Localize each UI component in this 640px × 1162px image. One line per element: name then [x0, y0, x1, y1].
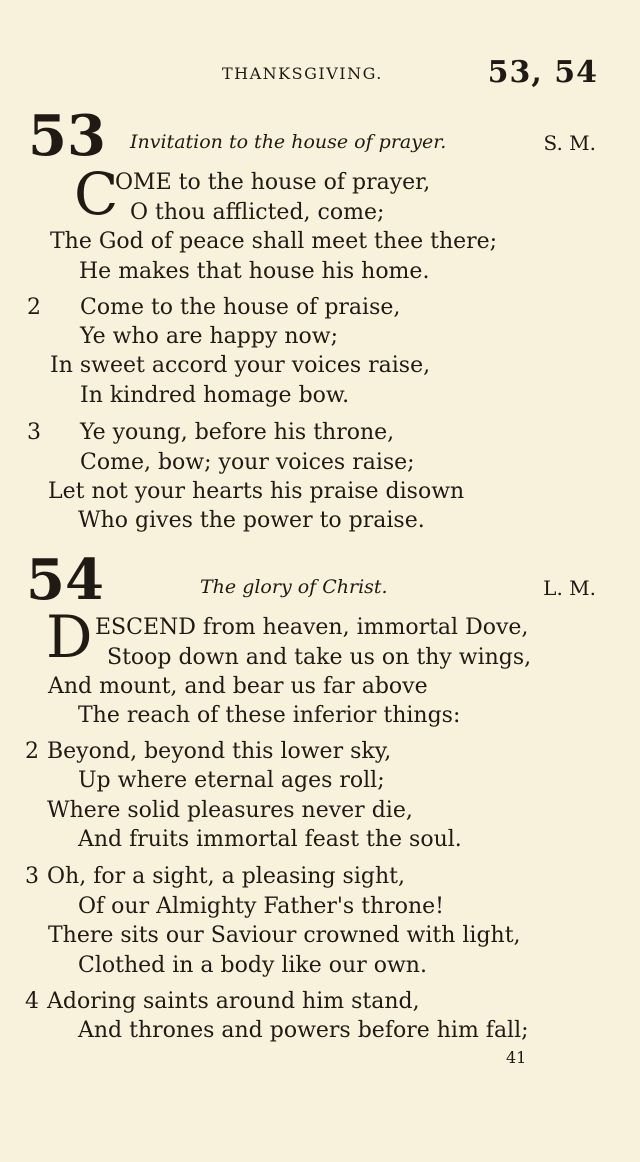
- verse-line: Who gives the power to praise.: [78, 508, 425, 533]
- verse-line: In kindred homage bow.: [80, 383, 350, 408]
- verse-line: Let not your hearts his praise disown: [48, 479, 465, 504]
- stanza-number: 2: [25, 739, 39, 764]
- verse-line: And thrones and powers before him fall;: [78, 1018, 529, 1043]
- verse-line: There sits our Saviour crowned with light,: [48, 923, 521, 948]
- hymn-meter: L. M.: [543, 576, 596, 600]
- hymn-meter: S. M.: [543, 131, 596, 155]
- verse-line: And fruits immortal feast the soul.: [78, 827, 462, 852]
- verse-line: Ye young, before his throne,: [80, 420, 395, 445]
- verse-line: Up where eternal ages roll;: [78, 768, 385, 793]
- running-title: THANKSGIVING.: [222, 64, 383, 83]
- verse-line: Of our Almighty Father's throne!: [78, 894, 444, 919]
- stanza-number: 4: [25, 989, 39, 1014]
- page-hymn-numbers: 53, 54: [487, 55, 598, 90]
- page-number: 41: [506, 1048, 527, 1067]
- verse-line: He makes that house his home.: [79, 259, 430, 284]
- drop-cap: D: [46, 603, 93, 671]
- drop-cap: C: [74, 160, 119, 228]
- hymn-number: 53: [28, 103, 106, 169]
- verse-line: The God of peace shall meet thee there;: [50, 229, 498, 254]
- hymn-subject: Invitation to the house of prayer.: [130, 131, 447, 153]
- verse-line: Oh, for a sight, a pleasing sight,: [47, 864, 405, 889]
- hymn-number: 54: [26, 547, 104, 613]
- verse-line: Where solid pleasures never die,: [47, 798, 413, 823]
- verse-line: Stoop down and take us on thy wings,: [107, 645, 532, 670]
- verse-line: Adoring saints around him stand,: [47, 989, 420, 1014]
- verse-line: And mount, and bear us far above: [48, 674, 428, 699]
- verse-line: Come, bow; your voices raise;: [80, 450, 415, 475]
- verse-line: Ye who are happy now;: [80, 324, 339, 349]
- verse-line: In sweet accord your voices raise,: [50, 353, 431, 378]
- verse-line: OME to the house of prayer,: [115, 170, 431, 195]
- stanza-number: 3: [27, 420, 41, 445]
- stanza-number: 2: [27, 295, 41, 320]
- verse-line: The reach of these inferior things:: [78, 703, 461, 728]
- hymn-subject: The glory of Christ.: [200, 576, 388, 598]
- verse-line: Beyond, beyond this lower sky,: [47, 739, 392, 764]
- verse-line: Clothed in a body like our own.: [78, 953, 427, 978]
- stanza-number: 3: [25, 864, 39, 889]
- verse-line: O thou afflicted, come;: [130, 200, 385, 225]
- verse-line: ESCEND from heaven, immortal Dove,: [95, 615, 529, 640]
- verse-line: Come to the house of praise,: [80, 295, 401, 320]
